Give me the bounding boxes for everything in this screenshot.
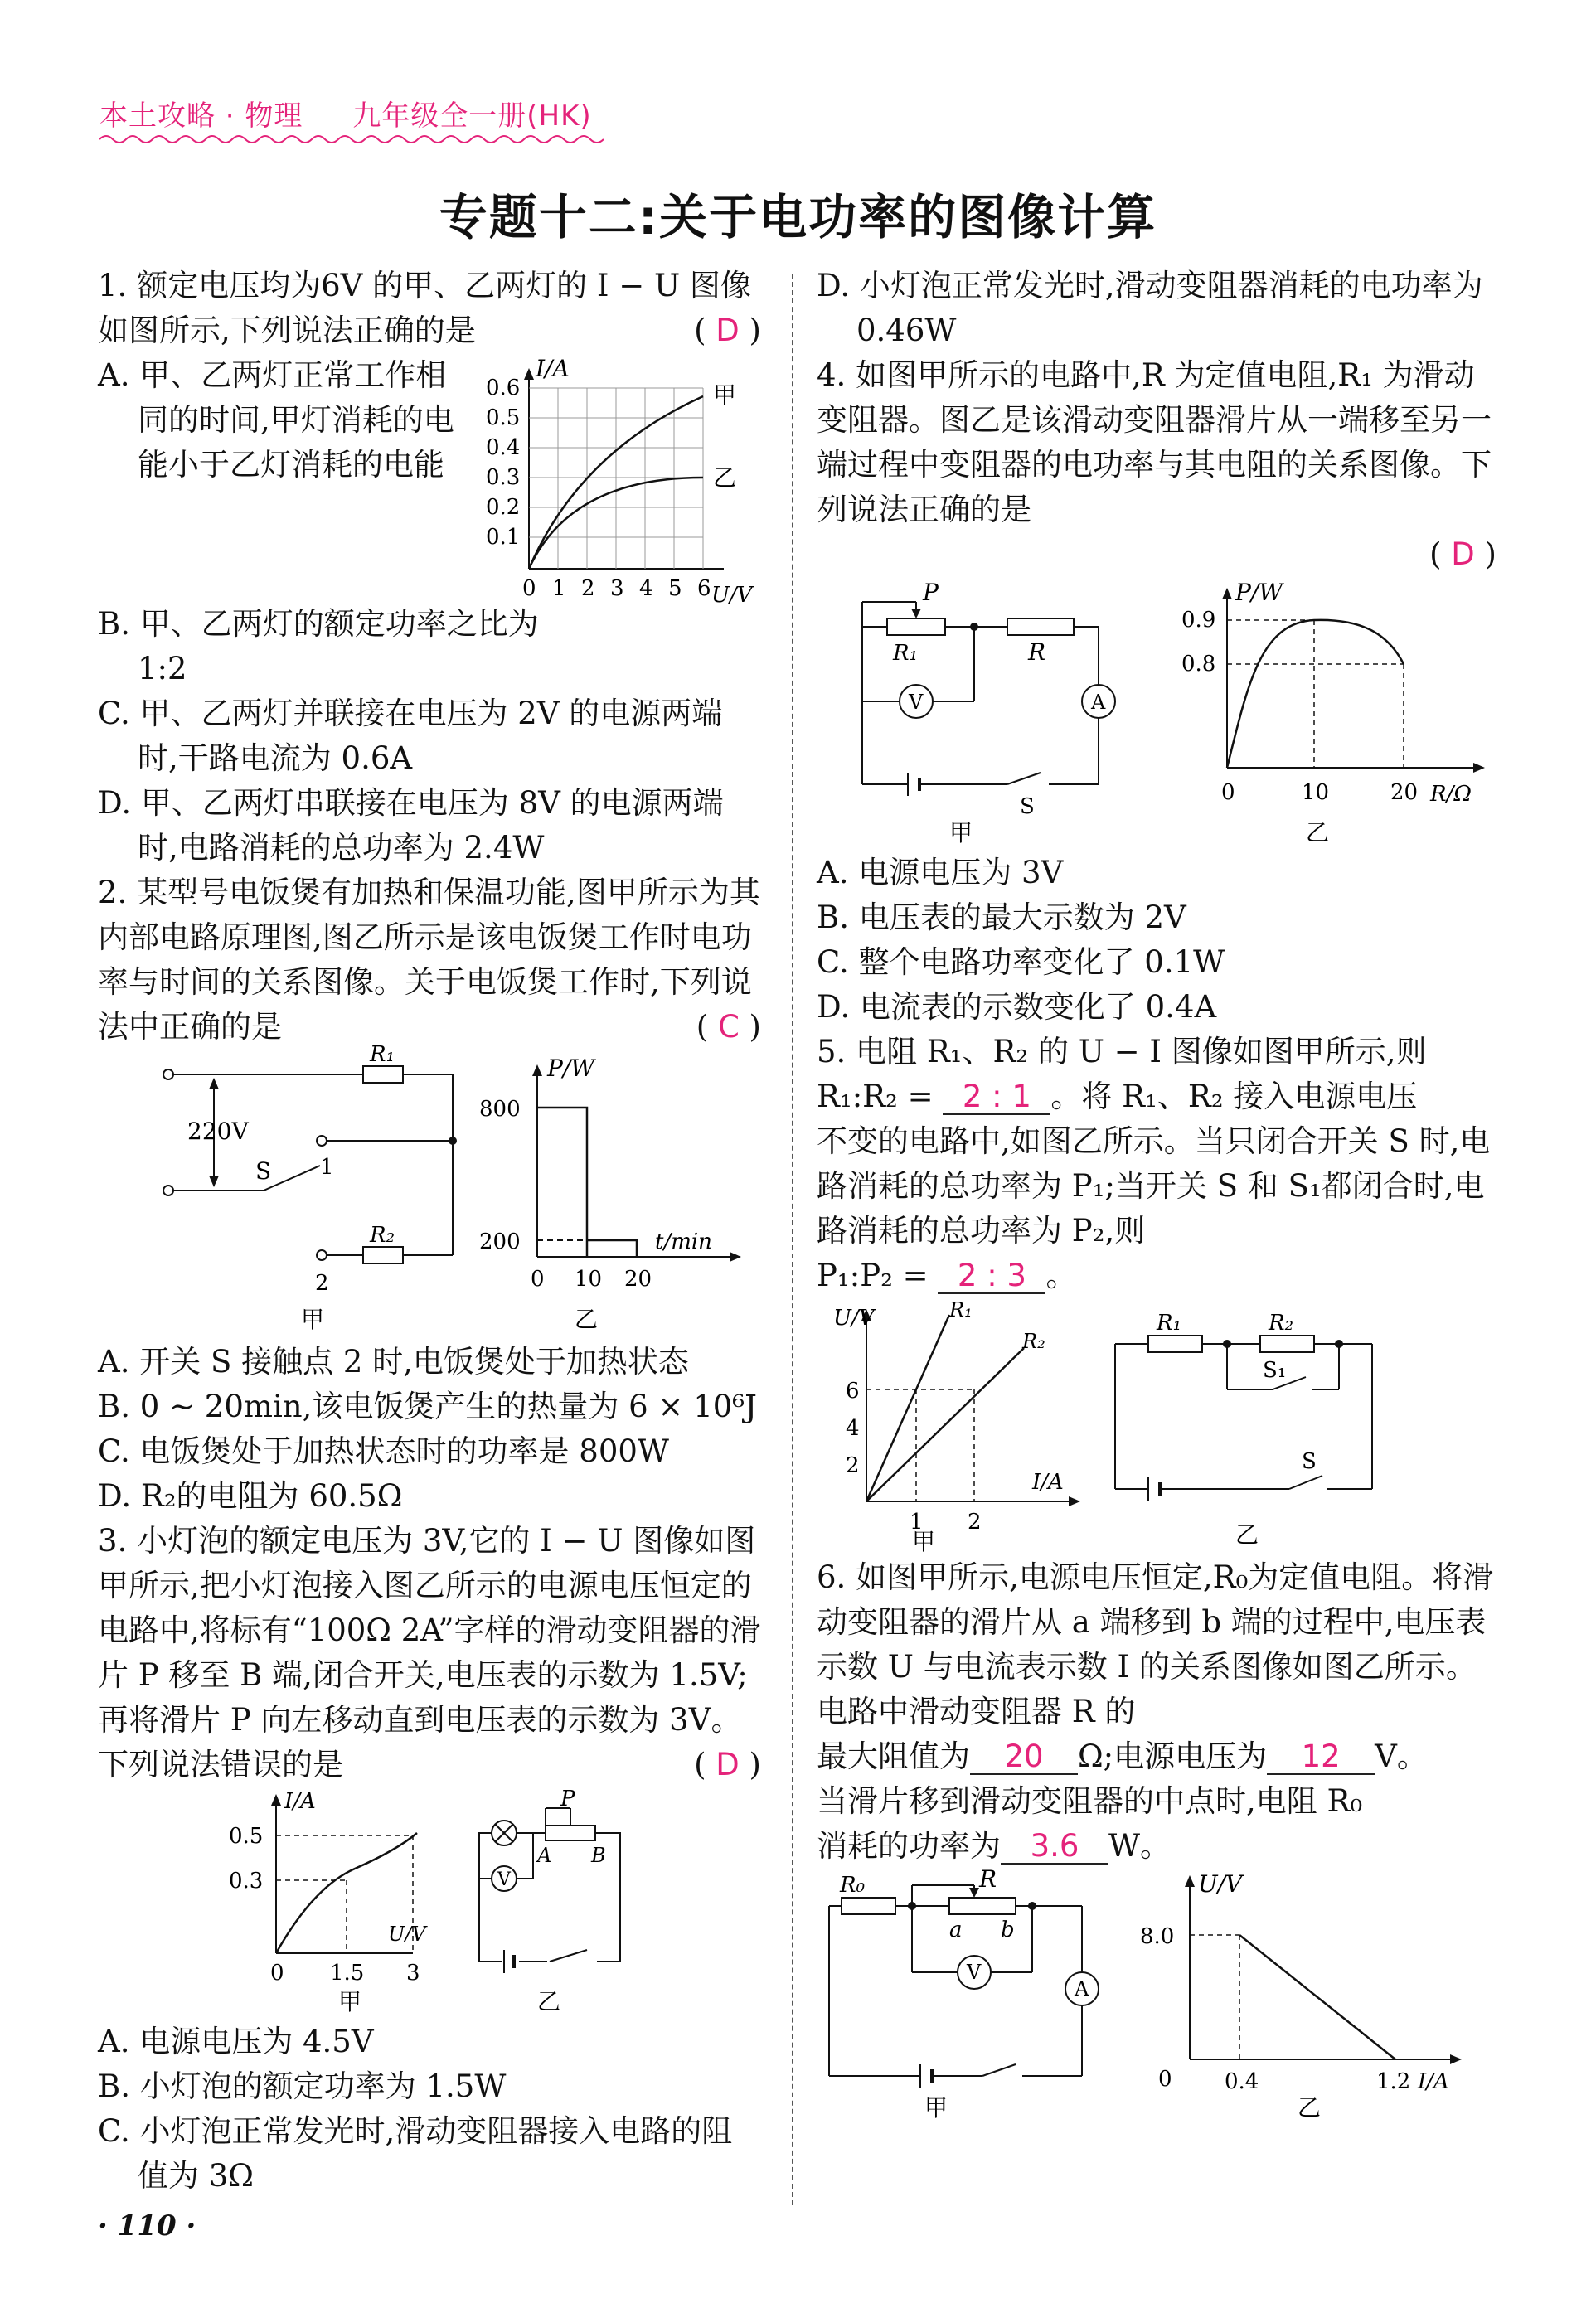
option-c: C. 甲、乙两灯并联接在电压为 2V 的电源两端时,干路电流为 0.6A <box>98 696 723 776</box>
answer-mark: D <box>716 313 740 348</box>
answer-mark: D <box>1451 536 1475 572</box>
q3-circuit <box>454 1787 645 2015</box>
r0-label: R₀ <box>840 1873 865 1898</box>
option-c: C. 整个电路功率变化了 0.1W <box>817 944 1225 980</box>
r2-label: R₂ <box>1269 1311 1293 1336</box>
x-tick: 0 <box>1158 2067 1172 2092</box>
q3-option-d: D. 小灯泡正常发光时,滑动变阻器消耗的电功率为 0.46W <box>817 268 1483 348</box>
blank-source-voltage[interactable]: 12 <box>1267 1740 1375 1775</box>
answer-mark: D <box>716 1747 740 1782</box>
x-axis-label: U/V <box>711 583 753 608</box>
end-a-label: A <box>537 1844 552 1867</box>
ammeter-label: A <box>1091 691 1106 714</box>
switch-s-label: S <box>1302 1449 1317 1474</box>
x-tick: 2 <box>581 576 595 601</box>
question-6-line3: 当滑片移到滑动变阻器的中点时,电阻 R₀ <box>817 1783 1363 1819</box>
q4-pr-graph <box>1165 577 1497 846</box>
question-2-stem: 2. 某型号电饭煲有加热和保温功能,图甲所示为其内部电路原理图,图乙所示是该电饭煲工作时电功率与时间的关系图像。关于电饭煲工作时,下列说法中正确的是 ( C ) <box>98 870 761 1050</box>
q5-ui-graph <box>817 1298 1090 1555</box>
page-title: 专题十二:关于电功率的图像计算 <box>439 189 1157 245</box>
slider-p-label: P <box>923 579 939 606</box>
y-tick: 8.0 <box>1140 1924 1175 1949</box>
page-number: · 110 · <box>98 2209 196 2243</box>
ammeter-label: A <box>1075 1977 1089 2000</box>
switch-label: S <box>255 1157 272 1185</box>
question-5 <box>817 1030 1497 1555</box>
slider-p-label: P <box>560 1787 575 1811</box>
x-tick: 1 <box>552 576 566 601</box>
x-tick: 3 <box>610 576 624 601</box>
option-d: D. 电流表的示数变化了 0.4A <box>817 989 1217 1025</box>
question-1 <box>98 264 761 870</box>
x-tick: 10 <box>575 1267 603 1292</box>
q6-ui-graph <box>1132 1869 1480 2122</box>
x-axis-label: U/V <box>388 1923 426 1946</box>
right-column <box>817 264 1497 2126</box>
blank-p1-p2[interactable]: 2 : 3 <box>938 1259 1045 1294</box>
q1-iu-graph <box>479 353 753 608</box>
y-axis-label: P/W <box>547 1055 595 1082</box>
question-6-line2: 最大阻值为 20 Ω;电源电压为 12 V。 <box>817 1738 1428 1774</box>
y-tick: 800 <box>479 1097 521 1122</box>
question-4 <box>817 353 1497 1030</box>
voltmeter-label: V <box>967 1961 982 1984</box>
figure-caption: 甲 <box>338 1988 362 2015</box>
r1-label: R₁ <box>370 1042 395 1067</box>
x-tick: 3 <box>406 1961 420 1986</box>
figure-caption: 乙 <box>1306 819 1330 846</box>
curve-label-jia: 甲 <box>713 381 737 409</box>
book-title: 本土攻略 · 物理 <box>99 99 303 133</box>
switch-label: S <box>1020 794 1035 819</box>
question-3 <box>98 1519 761 2199</box>
option-d: D. R₂的电阻为 60.5Ω <box>98 1478 403 1514</box>
option-b: B. 0 ~ 20min,该电饭煲产生的热量为 6 × 10⁶J <box>98 1389 757 1424</box>
answer-mark: C <box>717 1009 740 1045</box>
y-tick: 0.9 <box>1181 608 1216 633</box>
contact-1-label: 1 <box>320 1155 334 1180</box>
end-b-label: b <box>1001 1918 1015 1942</box>
y-tick: 6 <box>846 1379 860 1404</box>
r-label: R <box>979 1865 997 1893</box>
line-r1-label: R₁ <box>949 1298 973 1321</box>
x-tick: 20 <box>624 1267 652 1292</box>
y-tick: 0.2 <box>486 495 521 520</box>
header-wave-underline <box>99 133 614 146</box>
y-axis-label: P/W <box>1235 579 1283 606</box>
blank-max-resistance[interactable]: 20 <box>970 1740 1078 1775</box>
question-6-stem: 6. 如图甲所示,电源电压恒定,R₀为定值电阻。将滑动变阻器的滑片从 a 端移到 b 端的过程中,电压表示数 U 与电流表示数 I 的关系图像如图乙所示。电路中滑动变阻器 R 的 <box>817 1559 1494 1729</box>
option-c: C. 电饭煲处于加热状态时的功率是 800W <box>98 1433 669 1469</box>
figure-caption: 乙 <box>1298 2094 1322 2122</box>
voltmeter-label: V <box>497 1869 511 1890</box>
question-4-stem: 4. 如图甲所示的电路中,R 为定值电阻,R₁ 为滑动变阻器。图乙是该滑动变阻器滑片从一端移至另一端过程中变阻器的电功率与其电阻的关系图像。下列说法正确的是 <box>817 357 1492 527</box>
option-b: B. 甲、乙两灯的额定功率之比为 1:2 <box>98 606 539 686</box>
y-tick: 0.6 <box>486 376 521 400</box>
r1-label: R₁ <box>1157 1311 1181 1336</box>
r-label: R <box>1028 638 1046 666</box>
x-tick: 0 <box>522 576 536 601</box>
option-a: A. 开关 S 接触点 2 时,电饭煲处于加热状态 <box>98 1344 689 1380</box>
x-tick: 10 <box>1302 780 1330 805</box>
book-header <box>99 93 632 133</box>
question-6-line4: 消耗的功率为 3.6 W。 <box>817 1828 1172 1864</box>
q5-circuit <box>1099 1298 1430 1551</box>
x-tick: 0 <box>1221 780 1235 805</box>
answer-paren: ( D ) <box>1429 536 1497 572</box>
x-tick: 1 <box>910 1510 924 1535</box>
x-axis-label: R/Ω <box>1430 782 1472 807</box>
voltmeter-label: V <box>909 691 924 714</box>
blank-r1-r2[interactable]: 2 : 1 <box>943 1080 1050 1115</box>
question-1-stem: 1. 额定电压均为6V 的甲、乙两灯的 I − U 图像如图所示,下列说法正确的是 ( D ) <box>98 264 761 353</box>
question-5-line1: 5. 电阻 R₁、R₂ 的 U − I 图像如图甲所示,则 <box>817 1034 1427 1069</box>
x-axis-label: I/A <box>1418 2069 1449 2094</box>
y-axis-label: I/A <box>284 1789 316 1814</box>
question-2 <box>98 870 761 1519</box>
r1-label: R₁ <box>893 641 918 666</box>
answer-paren: ( D ) <box>694 313 761 348</box>
x-tick: 4 <box>639 576 653 601</box>
question-5-rest: 不变的电路中,如图乙所示。当只闭合开关 S 时,电路消耗的总功率为 P₁;当开关 S 和 S₁都闭合时,电路消耗的总功率为 P₂,则 <box>817 1123 1491 1249</box>
answer-paren: ( D ) <box>694 1747 761 1782</box>
y-tick: 0.3 <box>486 465 521 490</box>
y-tick: 0.5 <box>229 1824 264 1849</box>
figure-caption: 甲 <box>949 819 973 846</box>
x-axis-label: I/A <box>1032 1470 1064 1495</box>
column-divider <box>792 274 793 2205</box>
y-tick: 0.8 <box>1181 652 1216 676</box>
q6-circuit <box>817 1865 1132 2122</box>
x-tick: 0 <box>531 1267 545 1292</box>
x-axis-label: t/min <box>655 1229 712 1254</box>
curve-label-yi: 乙 <box>713 464 737 492</box>
y-axis-label: I/A <box>536 355 570 382</box>
figure-caption: 乙 <box>1235 1521 1259 1549</box>
figure-caption: 甲 <box>924 2094 948 2122</box>
x-tick: 5 <box>668 576 682 601</box>
option-a: A. 电源电压为 3V <box>817 855 1064 890</box>
question-6 <box>817 1555 1497 2126</box>
option-a: A. 甲、乙两灯正常工作相同的时间,甲灯消耗的电能小于乙灯消耗的电能 <box>98 357 454 483</box>
x-tick: 2 <box>968 1510 982 1535</box>
x-tick: 0 <box>270 1961 284 1986</box>
y-tick: 0.1 <box>486 525 521 550</box>
answer-paren: ( C ) <box>696 1009 761 1045</box>
y-axis-label: U/V <box>833 1306 875 1331</box>
option-d: D. 甲、乙两灯串联接在电压为 8V 的电源两端时,电路消耗的总功率为 2.4W <box>98 785 724 866</box>
x-tick: 6 <box>697 576 711 601</box>
option-c: C. 小灯泡正常发光时,滑动变阻器接入电路的阻值为 3Ω <box>98 2113 733 2194</box>
q4-circuit <box>817 577 1165 846</box>
question-5-line2: R₁:R₂ = 2 : 1 。将 R₁、R₂ 接入电源电压 <box>817 1079 1418 1114</box>
end-a-label: a <box>949 1918 963 1942</box>
y-tick: 200 <box>479 1229 521 1254</box>
y-tick: 0.5 <box>486 405 521 430</box>
end-b-label: B <box>591 1844 606 1867</box>
question-5-line3: P₁:P₂ = 2 : 3 。 <box>817 1258 1077 1293</box>
option-b: B. 电压表的最大示数为 2V <box>817 900 1186 935</box>
grade-label: 九年级全一册(HK) <box>352 99 592 133</box>
question-3-stem: 3. 小灯泡的额定电压为 3V,它的 I − U 图像如图甲所示,把小灯泡接入图乙所示的电源电压恒定的电路中,将标有“100Ω 2A”字样的滑动变阻器的滑片 P 移至 B 端,闭合开关,电压表的示数为 1.5V;再将滑片 P 向左移动直到电压表的示数为 3V。下列说法错误的是 ( D ) <box>98 1519 761 1787</box>
figure-caption: 乙 <box>537 1988 561 2015</box>
line-r2-label: R₂ <box>1022 1330 1045 1353</box>
r2-label: R₂ <box>370 1223 395 1248</box>
figure-caption: 乙 <box>575 1306 599 1333</box>
figure-caption: 甲 <box>912 1528 936 1555</box>
x-tick: 1.2 <box>1376 2069 1411 2094</box>
voltage-label: 220V <box>187 1118 249 1145</box>
y-tick: 0.3 <box>229 1869 264 1894</box>
option-b: B. 小灯泡的额定功率为 1.5W <box>98 2068 507 2104</box>
y-tick: 2 <box>846 1453 860 1478</box>
blank-r0-power[interactable]: 3.6 <box>1001 1830 1108 1865</box>
y-axis-label: U/V <box>1198 1870 1243 1898</box>
x-tick: 20 <box>1390 780 1419 805</box>
switch-s1-label: S₁ <box>1263 1358 1287 1383</box>
q2-circuit <box>98 1042 463 1333</box>
q2-pt-graph <box>471 1050 745 1331</box>
x-tick: 0.4 <box>1225 2069 1259 2094</box>
figure-caption: 甲 <box>301 1306 325 1333</box>
q3-iu-graph <box>214 1787 426 2015</box>
y-tick: 4 <box>846 1416 860 1441</box>
x-tick: 1.5 <box>330 1961 365 1986</box>
y-tick: 0.4 <box>486 435 521 460</box>
option-a: A. 电源电压为 4.5V <box>98 2024 374 2059</box>
left-column <box>98 264 761 2199</box>
contact-2-label: 2 <box>315 1271 329 1296</box>
